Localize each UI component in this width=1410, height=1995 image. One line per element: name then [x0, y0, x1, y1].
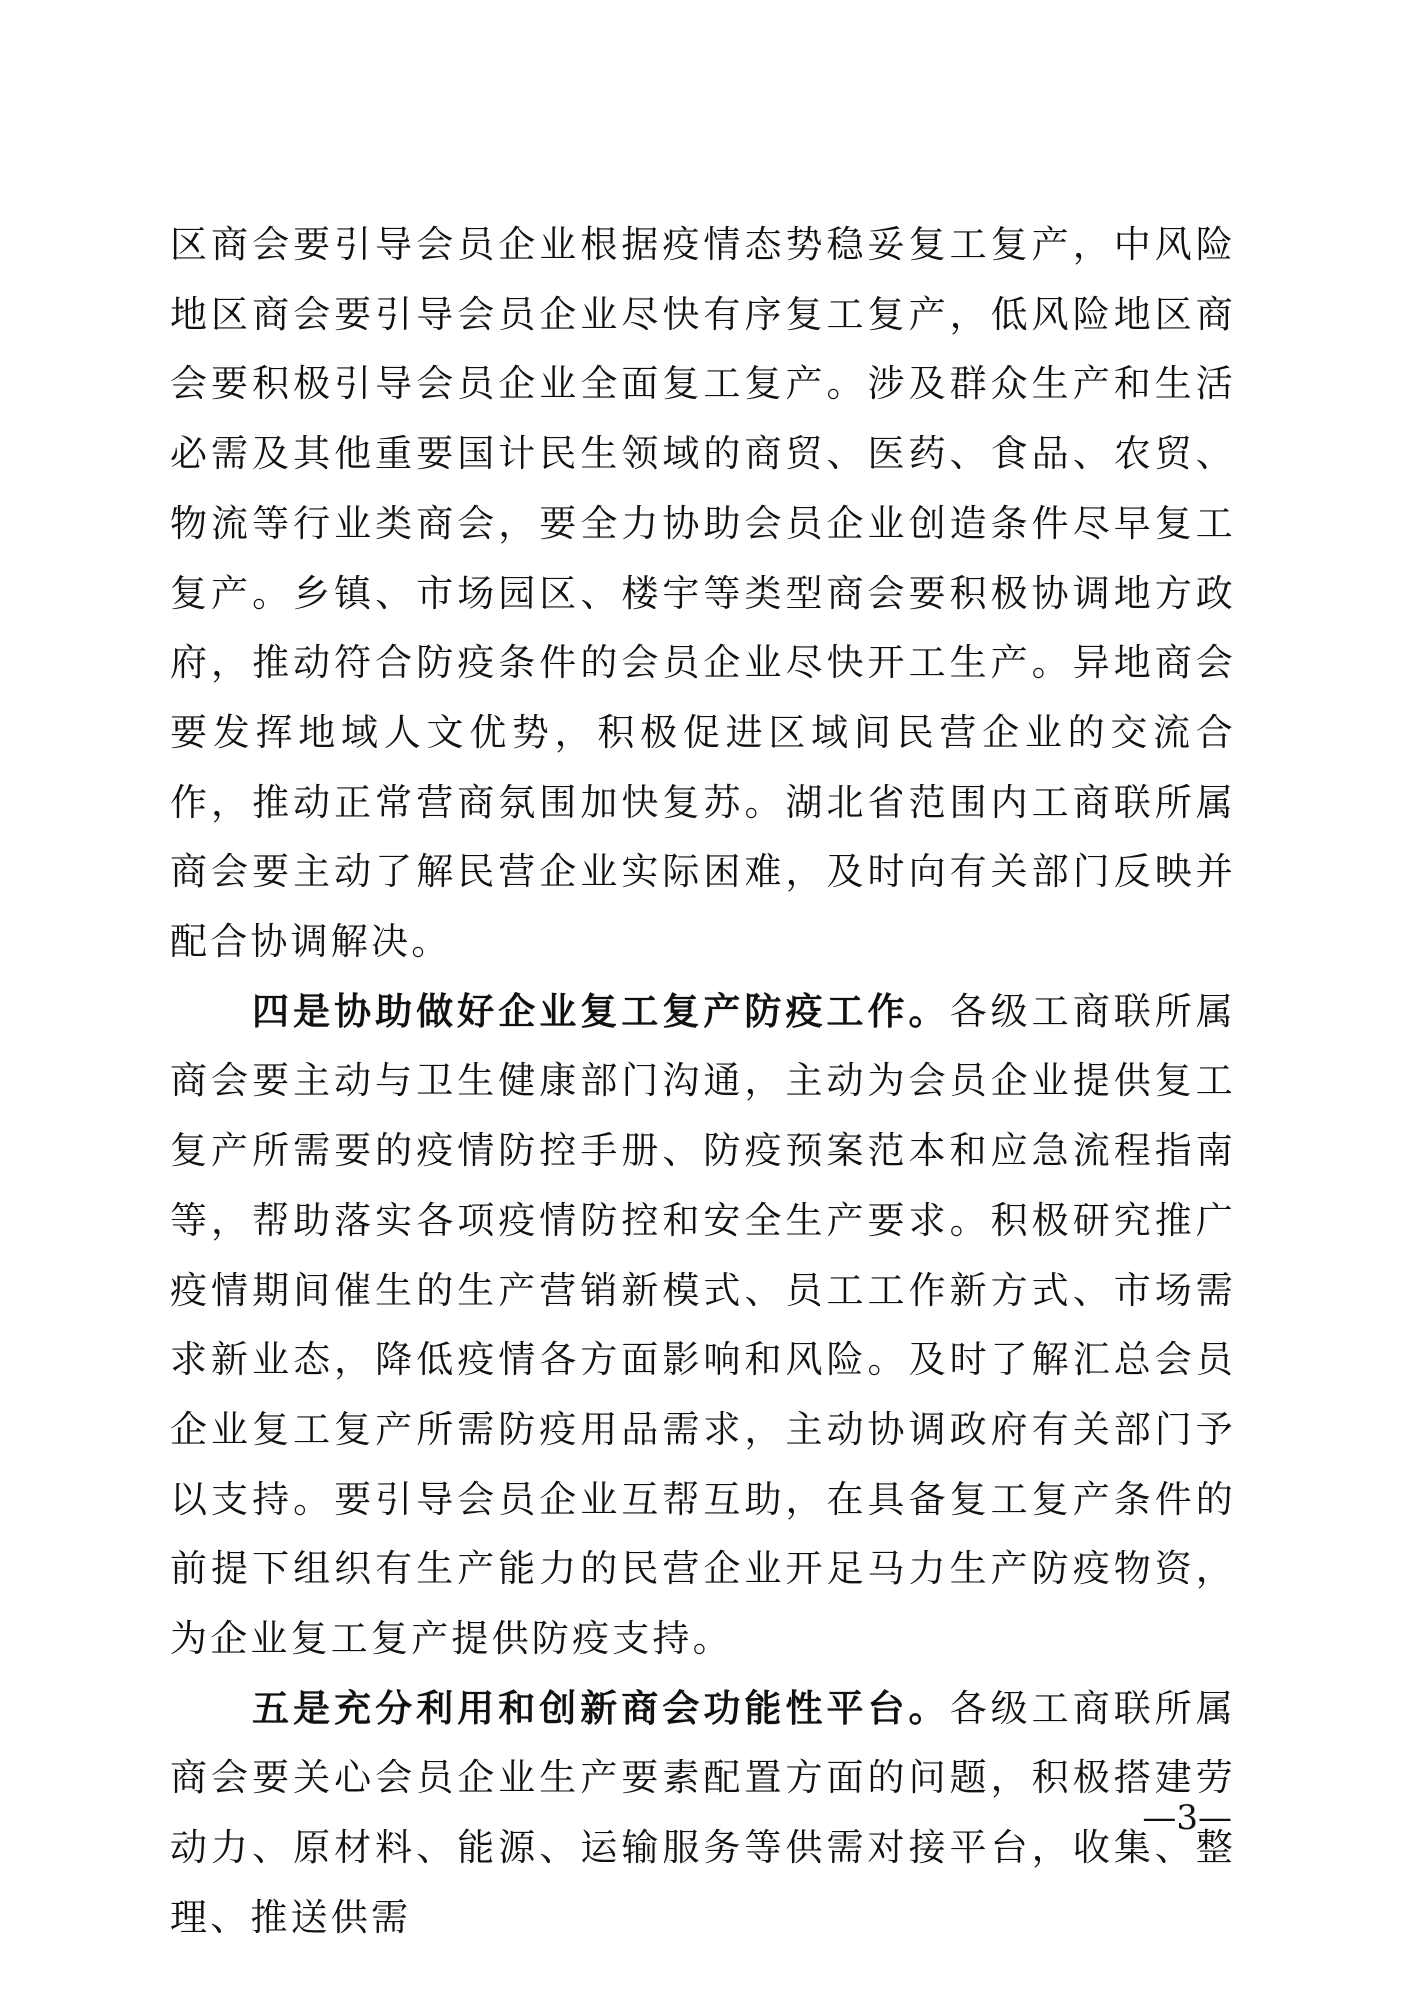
paragraph-continued	[170, 210, 1236, 977]
page-number: —3—	[1142, 1798, 1232, 1838]
paragraph-lead-heading: 四是协助做好企业复工复产防疫工作。	[252, 988, 950, 1033]
paragraph-section-four	[170, 977, 1236, 1674]
document-body	[170, 210, 1236, 1953]
paragraph-section-five	[170, 1674, 1236, 1953]
paragraph-text: 各级工商联所属商会要主动与卫生健康部门沟通，主动为会员企业提供复工复产所需要的疫情防控手册、防疫预案范本和应急流程指南等，帮助落实各项疫情防控和安全生产要求。积极研究推广疫情期间催生的生产营销新模式、员工工作新方式、市场需求新业态，降低疫情各方面影响和风险。及时了解汇总会员企业复工复产所需防疫用品需求，主动协调政府有关部门予以支持。要引导会员企业互帮互助，在具备复工复产条件的前提下组织有生产能力的民营企业开足马力生产防疫物资，为企业复工复产提供防疫支持。	[170, 989, 1236, 1661]
paragraph-lead-heading: 五是充分利用和创新商会功能性平台。	[252, 1685, 950, 1730]
paragraph-text: 各级工商联所属商会要关心会员企业生产要素配置方面的问题，积极搭建劳动力、原材料、能源、运输服务等供需对接平台，收集、整理、推送供需	[170, 1686, 1236, 1939]
paragraph-text: 区商会要引导会员企业根据疫情态势稳妥复工复产，中风险地区商会要引导会员企业尽快有序复工复产，低风险地区商会要积极引导会员企业全面复工复产。涉及群众生产和生活必需及其他重要国计民生领域的商贸、医药、食品、农贸、物流等行业类商会，要全力协助会员企业创造条件尽早复工复产。乡镇、市场园区、楼宇等类型商会要积极协调地方政府，推动符合防疫条件的会员企业尽快开工生产。异地商会要发挥地域人文优势，积极促进区域间民营企业的交流合作，推动正常营商氛围加快复苏。湖北省范围内工商联所属商会要主动了解民营企业实际困难，及时向有关部门反映并配合协调解决。	[170, 223, 1236, 964]
